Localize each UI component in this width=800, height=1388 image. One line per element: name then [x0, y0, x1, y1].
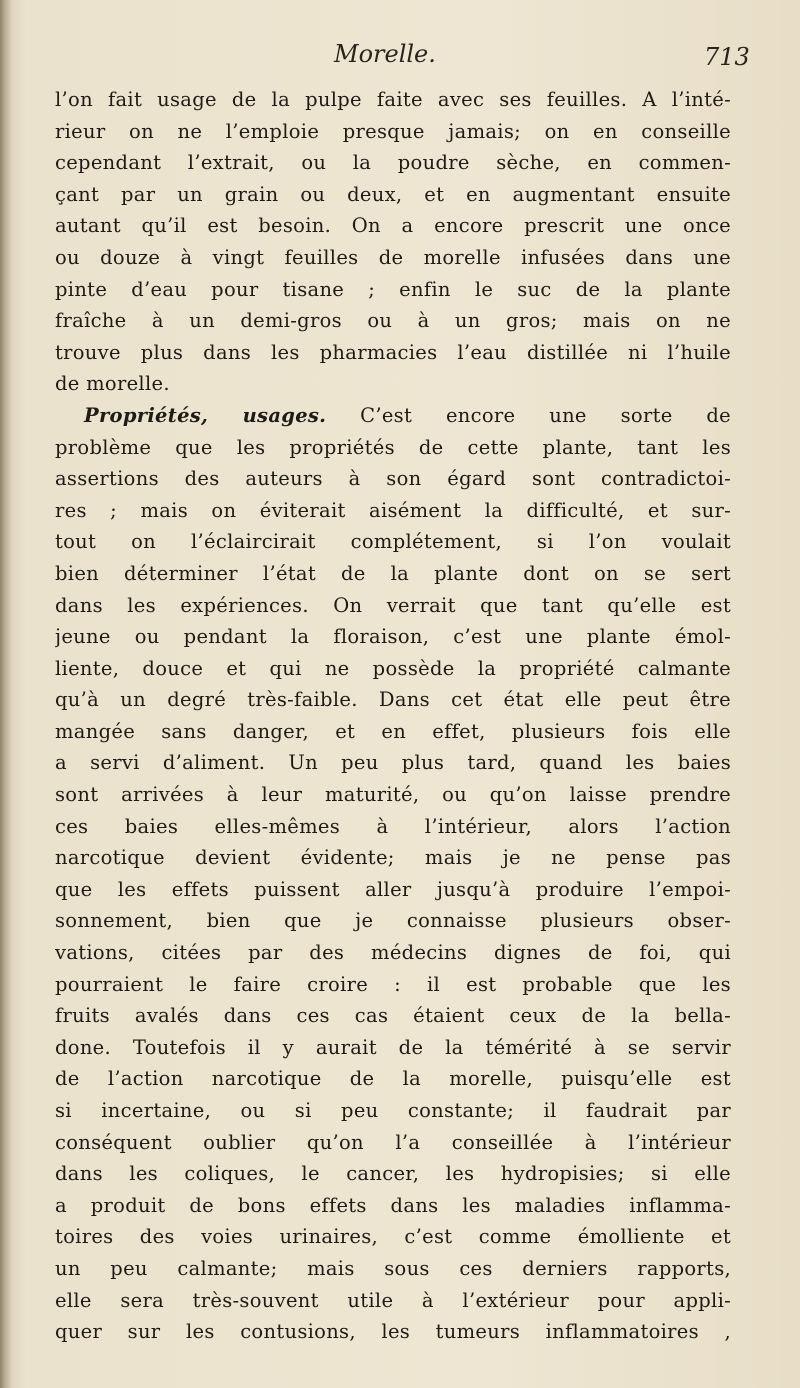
text-line: bien déterminer l’état de la plante dont on se sert — [55, 561, 731, 585]
text-line: done. Toutefois il y aurait de la témérité à se servir — [55, 1035, 731, 1059]
text-line: qu’à un degré très-faible. Dans cet état elle peut être — [55, 688, 731, 712]
text-line: sont arrivées à leur maturité, ou qu’on laisse prendre — [55, 783, 731, 807]
text-line: vations, citées par des médecins dignes de foi, qui — [55, 941, 731, 965]
text-line: pourraient le faire croire : il est probable que les — [55, 972, 731, 996]
text-line: tout on l’éclaircirait complétement, si l’on voulait — [55, 530, 731, 554]
text-line: cependant l’extrait, ou la poudre sèche, en commen- — [55, 151, 731, 175]
text-line: fraîche à un demi-gros ou à un gros; mais on ne — [55, 309, 731, 333]
page-number: 713 — [704, 43, 750, 71]
text-line: rieur on ne l’emploie presque jamais; on en conseille — [55, 119, 731, 143]
text-line: de morelle. — [55, 372, 170, 396]
text-line: mangée sans danger, et en effet, plusieurs fois elle — [55, 719, 731, 743]
text-line: liente, douce et qui ne possède la propriété calmante — [55, 656, 731, 680]
page-header — [0, 40, 800, 80]
body-text — [55, 84, 731, 1348]
text-line: ces baies elles-mêmes à l’intérieur, alors l’action — [55, 814, 731, 838]
text-line: jeune ou pendant la floraison, c’est une plante émol- — [55, 625, 731, 649]
running-title: Morelle. — [334, 40, 436, 68]
text-line: problème que les propriétés de cette plante, tant les — [55, 435, 731, 459]
text-line: dans les coliques, le cancer, les hydropisies; si elle — [55, 1162, 731, 1186]
text-line: elle sera très-souvent utile à l’extérieur pour appli- — [55, 1288, 731, 1312]
text-line: assertions des auteurs à son égard sont contradictoi- — [55, 467, 731, 491]
text-line: conséquent oublier qu’on l’a conseillée à l’intérieur — [55, 1130, 731, 1154]
text-line: autant qu’il est besoin. On a encore prescrit une once — [55, 214, 731, 238]
text-line: si incertaine, ou si peu constante; il faudrait par — [55, 1099, 731, 1122]
text-line: toires des voies urinaires, c’est comme émolliente et — [55, 1225, 731, 1249]
text-line: l’on fait usage de la pulpe faite avec ses feuilles. A l’inté- — [55, 88, 731, 111]
text-line: de l’action narcotique de la morelle, puisqu’elle est — [55, 1067, 731, 1091]
text-line: pinte d’eau pour tisane ; enfin le suc de la plante — [55, 277, 731, 301]
text-line: trouve plus dans les pharmacies l’eau distillée ni l’huile — [55, 340, 731, 364]
text-line: sonnement, bien que je connaisse plusieurs obser- — [55, 909, 731, 933]
text-line: dans les expériences. On verrait que tant qu’elle est — [55, 593, 731, 617]
section-heading: Propriétés, usages. — [84, 403, 327, 427]
section-first-line-text: C’est encore une sorte de — [326, 403, 731, 427]
text-line: ou douze à vingt feuilles de morelle infusées dans une — [55, 245, 731, 269]
text-line: çant par un grain ou deux, et en augmentant ensuite — [55, 182, 731, 206]
text-line: a servi d’aliment. Un peu plus tard, quand les baies — [55, 751, 731, 775]
text-line: narcotique devient évidente; mais je ne pense pas — [55, 846, 731, 870]
text-line: quer sur les contusions, les tumeurs inflammatoires , — [55, 1320, 731, 1344]
binding-shadow — [0, 0, 12, 1388]
text-line: que les effets puissent aller jusqu’à produire l’empoi- — [55, 877, 731, 901]
text-line: un peu calmante; mais sous ces derniers rapports, — [55, 1256, 731, 1280]
text-line: fruits avalés dans ces cas étaient ceux de la bella- — [55, 1004, 731, 1028]
section-first-line — [55, 400, 731, 432]
text-line: a produit de bons effets dans les maladies inflamma- — [55, 1193, 731, 1217]
text-line: res ; mais on éviterait aisément la difficulté, et sur- — [55, 498, 731, 522]
